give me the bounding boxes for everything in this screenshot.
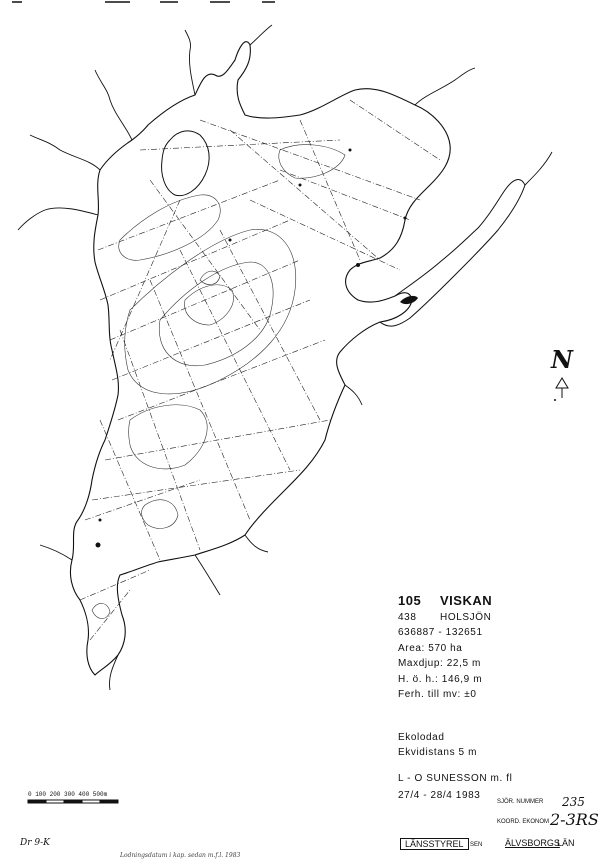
sheet-value-1: 235: [562, 795, 585, 809]
streams: [18, 25, 552, 690]
sheet-label-2: KOORD. EKONOM: [497, 819, 550, 825]
code-line: 438: [398, 612, 417, 623]
lake-name: VISKAN: [440, 593, 493, 608]
area: Area: 570 ha: [398, 643, 463, 654]
authority-label: LÄNSSTYREL: [400, 838, 469, 850]
elevation: H. ö. h.: 146,9 m: [398, 674, 483, 685]
echo-title: Ekolodad: [398, 732, 445, 743]
surveyor: L - O SUNESSON m. fl: [398, 773, 513, 784]
north-letter: N: [551, 345, 573, 374]
small-island-east: [400, 296, 418, 304]
echo-distance: Ekvidistans 5 m: [398, 747, 478, 758]
sheet-label-1: SJÖR. NUMMER: [497, 799, 544, 805]
lake-number: 105: [398, 593, 422, 608]
small-marks: [96, 149, 557, 548]
county-name: ÄLVSBORGS: [505, 838, 560, 848]
county-suffix: LÄN: [557, 838, 575, 848]
corner-code: Dr 9-K: [20, 838, 50, 848]
regulation: Ferh. till mv: ±0: [398, 689, 477, 700]
eastern-arm: [380, 180, 525, 327]
sounding-lines: [80, 100, 440, 640]
sheet-value-2: 2-3RS: [550, 810, 599, 829]
coordinates: 636887 - 132651: [398, 627, 483, 638]
north-arrow-icon: [556, 378, 568, 398]
scale-bar-label: 0 100 200 300 400 500m: [28, 791, 108, 798]
max-depth: Maxdjup: 22,5 m: [398, 658, 481, 669]
scale-bar: [28, 800, 118, 803]
sub-name: HOLSJÖN: [440, 612, 492, 623]
survey-dates: 27/4 - 28/4 1983: [398, 790, 481, 801]
authority-suffix: SEN: [470, 842, 483, 848]
bottom-note: Lodningsdatum i kap. sedan m.f.l. 1983: [120, 852, 241, 859]
lake-shoreline: [70, 42, 450, 675]
island: [162, 131, 210, 196]
